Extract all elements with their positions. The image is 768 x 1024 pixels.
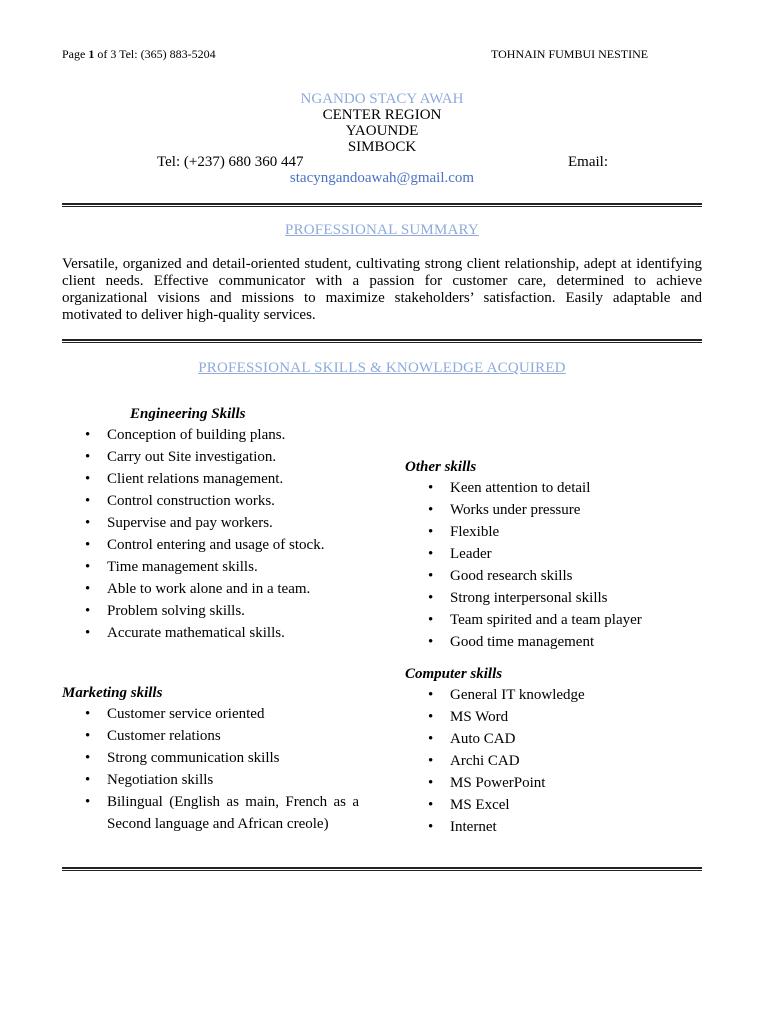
list-item: • MS PowerPoint (405, 772, 702, 794)
list-item: • Archi CAD (405, 750, 702, 772)
list-item: • Carry out Site investigation. (62, 446, 362, 468)
marketing-skills-title: Marketing skills (62, 685, 163, 701)
list-item: • Keen attention to detail (405, 477, 702, 499)
list-item: • Conception of building plans. (62, 424, 362, 446)
other-skills-list (405, 477, 702, 653)
list-item: • Good research skills (405, 565, 702, 587)
computer-skills-list (405, 684, 702, 838)
computer-skills-title: Computer skills (405, 666, 503, 682)
divider (62, 339, 702, 343)
engineering-skills-list (62, 424, 362, 644)
page-of-tel: of 3 Tel: (365) 883-5204 (97, 47, 216, 61)
phone-number: Tel: (+237) 680 360 447 (157, 154, 304, 170)
list-item: • Client relations management. (62, 468, 362, 490)
list-item: • Flexible (405, 521, 702, 543)
list-item: • Customer relations (62, 725, 359, 747)
divider (62, 867, 702, 871)
divider (62, 203, 702, 207)
address-region: CENTER REGION (322, 107, 442, 123)
list-item: • Internet (405, 816, 702, 838)
summary-heading-text: PROFESSIONAL SUMMARY (285, 222, 479, 238)
list-item: • MS Excel (405, 794, 702, 816)
skills-heading-text: PROFESSIONAL SKILLS & KNOWLEDGE ACQUIRED (198, 360, 566, 376)
list-item: • Able to work alone and in a team. (62, 578, 362, 600)
skills-heading (62, 360, 702, 377)
candidate-name: NGANDO STACY AWAH (300, 91, 464, 107)
list-item: • MS Word (405, 706, 702, 728)
list-item: • Accurate mathematical skills. (62, 622, 362, 644)
marketing-skills-list (62, 703, 359, 835)
list-item: • Time management skills. (62, 556, 362, 578)
list-item: • Supervise and pay workers. (62, 512, 362, 534)
list-item: • Auto CAD (405, 728, 702, 750)
list-item: • Works under pressure (405, 499, 702, 521)
list-item: • Leader (405, 543, 702, 565)
list-item: • Bilingual (English as main, French as a Second language and African creole) (62, 791, 359, 835)
list-item: • Problem solving skills. (62, 600, 362, 622)
list-item: • Customer service oriented (62, 703, 359, 725)
email-label: Email: (568, 154, 608, 170)
list-item: • General IT knowledge (405, 684, 702, 706)
list-item: • Strong interpersonal skills (405, 587, 702, 609)
list-item: • Control entering and usage of stock. (62, 534, 362, 556)
list-item: • Team spirited and a team player (405, 609, 702, 631)
page-label: Page (62, 47, 86, 61)
page-header-name: TOHNAIN FUMBUI NESTINE (491, 47, 649, 61)
page-header-left (62, 47, 216, 62)
other-skills-title: Other skills (405, 459, 477, 475)
email-link[interactable]: stacyngandoawah@gmail.com (289, 170, 475, 186)
page-number: 1 (88, 47, 95, 61)
list-item: • Negotiation skills (62, 769, 359, 791)
address-city: YAOUNDE (345, 123, 419, 139)
address-area: SIMBOCK (347, 139, 417, 155)
list-item: • Good time management (405, 631, 702, 653)
summary-heading (62, 222, 702, 239)
list-item: • Control construction works. (62, 490, 362, 512)
engineering-skills-title: Engineering Skills (130, 406, 246, 422)
list-item: • Strong communication skills (62, 747, 359, 769)
summary-text: Versatile, organized and detail-oriented student, cultivating strong client relationship, adept at identifying client needs. Effective communicator with a passion for customer care, determined to achieve organizational visions and missions to maximize stakeholders’ satisfaction. Easily adaptable and motivated to deliver high-quality services. (62, 256, 702, 323)
